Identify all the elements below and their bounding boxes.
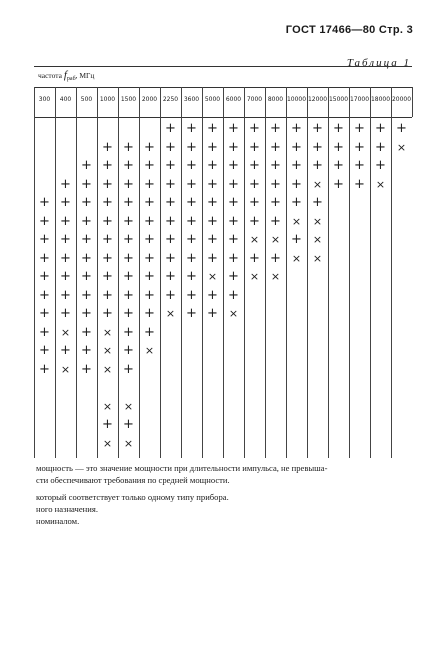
compatible-mark: + — [102, 158, 113, 173]
compatible-mark: + — [81, 232, 92, 247]
compatible-mark: + — [123, 306, 134, 321]
compatible-mark: + — [333, 121, 344, 136]
compatible-mark: + — [123, 195, 134, 210]
compatible-mark: + — [81, 195, 92, 210]
compatible-mark: + — [60, 195, 71, 210]
column-header: 6000 — [225, 96, 242, 103]
compatible-mark: + — [165, 121, 176, 136]
compatible-mark: + — [102, 417, 113, 432]
incompatible-mark: × — [312, 214, 323, 228]
compatible-mark: + — [123, 176, 134, 192]
compatible-mark: + — [123, 139, 134, 155]
compatible-mark: + — [144, 287, 155, 303]
column-rule — [328, 87, 329, 458]
incompatible-mark: × — [123, 399, 134, 413]
compatible-mark: + — [186, 195, 197, 210]
compatible-mark: + — [291, 158, 302, 173]
column-header: 500 — [80, 96, 93, 103]
incompatible-mark: × — [144, 344, 155, 357]
compatible-mark: + — [312, 158, 323, 173]
compatible-mark: + — [249, 121, 260, 136]
compatible-mark: + — [333, 176, 344, 192]
compatible-mark: + — [144, 176, 155, 192]
compatible-mark: + — [207, 195, 218, 210]
note-line-3: ного назначения. — [36, 504, 98, 514]
compatible-mark: + — [81, 324, 92, 340]
compatible-mark: + — [354, 139, 365, 155]
incompatible-mark: × — [312, 233, 323, 246]
compatible-mark: + — [144, 213, 155, 229]
compatible-mark: + — [60, 232, 71, 247]
column-header: 2000 — [141, 96, 158, 103]
compatible-mark: + — [144, 324, 155, 340]
column-rule — [97, 87, 98, 458]
compatible-mark: + — [228, 195, 239, 210]
incompatible-mark: × — [291, 251, 302, 265]
compatible-mark: + — [228, 213, 239, 229]
note-line-1b: сти обеспечивают требования по средней мощности. — [36, 475, 230, 485]
column-rule — [307, 87, 308, 458]
compatible-mark: + — [102, 287, 113, 303]
compatible-mark: + — [186, 269, 197, 284]
compatible-mark: + — [123, 343, 134, 358]
incompatible-mark: × — [375, 177, 386, 191]
column-rule — [118, 87, 119, 458]
column-rule — [265, 87, 266, 458]
compatible-mark: + — [354, 176, 365, 192]
compatible-mark: + — [123, 361, 134, 377]
compatible-mark: + — [291, 121, 302, 136]
frequency-symbol: f — [63, 69, 67, 81]
column-rule — [181, 87, 182, 458]
compatible-mark: + — [207, 139, 218, 155]
incompatible-mark: × — [228, 307, 239, 320]
compatible-mark: + — [186, 232, 197, 247]
column-rule — [349, 87, 350, 458]
table-rule — [34, 66, 412, 67]
column-header: 1000 — [99, 96, 116, 103]
compatible-mark: + — [249, 139, 260, 155]
incompatible-mark: × — [270, 270, 281, 283]
compatible-mark: + — [186, 306, 197, 321]
compatible-mark: + — [270, 250, 281, 266]
compatible-mark: + — [207, 232, 218, 247]
incompatible-mark: × — [123, 436, 134, 450]
column-header: 18000 — [370, 96, 391, 103]
compatible-mark: + — [144, 139, 155, 155]
incompatible-mark: × — [291, 214, 302, 228]
compatible-mark: + — [165, 250, 176, 266]
compatible-mark: + — [207, 158, 218, 173]
compatible-mark: + — [228, 269, 239, 284]
compatible-mark: + — [60, 287, 71, 303]
compatible-mark: + — [81, 306, 92, 321]
column-rule — [286, 87, 287, 458]
column-header: 5000 — [204, 96, 221, 103]
column-rule — [244, 87, 245, 458]
incompatible-mark: × — [102, 399, 113, 413]
incompatible-mark: × — [102, 325, 113, 339]
note-line-4: номиналом. — [36, 516, 80, 526]
incompatible-mark: × — [102, 436, 113, 450]
compatible-mark: + — [291, 139, 302, 155]
compatible-mark: + — [144, 232, 155, 247]
column-header: 300 — [38, 96, 51, 103]
compatible-mark: + — [123, 158, 134, 173]
incompatible-mark: × — [165, 307, 176, 320]
compatible-mark: + — [165, 287, 176, 303]
compatible-mark: + — [144, 158, 155, 173]
compatible-mark: + — [270, 139, 281, 155]
compatible-mark: + — [165, 139, 176, 155]
compatible-mark: + — [123, 417, 134, 432]
compatible-mark: + — [39, 343, 50, 358]
compatible-mark: + — [207, 306, 218, 321]
compatible-mark: + — [60, 306, 71, 321]
compatible-mark: + — [312, 121, 323, 136]
compatible-mark: + — [81, 250, 92, 266]
incompatible-mark: × — [102, 344, 113, 357]
column-rule — [76, 87, 77, 458]
note-line-2: который соответствует только одному типу прибора. — [36, 492, 229, 502]
compatible-mark: + — [291, 232, 302, 247]
column-header: 8000 — [267, 96, 284, 103]
compatible-mark: + — [165, 195, 176, 210]
compatible-mark: + — [144, 306, 155, 321]
compatible-mark: + — [39, 232, 50, 247]
column-rule — [55, 87, 56, 458]
compatible-mark: + — [39, 250, 50, 266]
compatible-mark: + — [165, 232, 176, 247]
compatible-mark: + — [123, 287, 134, 303]
column-header: 2250 — [162, 96, 179, 103]
incompatible-mark: × — [312, 251, 323, 265]
compatible-mark: + — [102, 250, 113, 266]
standard-number: ГОСТ 17466—80 Стр. 3 — [285, 24, 413, 36]
frequency-unit: , МГц — [75, 71, 95, 80]
compatible-mark: + — [228, 232, 239, 247]
compatible-mark: + — [186, 139, 197, 155]
compatible-mark: + — [249, 158, 260, 173]
compatible-mark: + — [60, 250, 71, 266]
compatible-mark: + — [186, 213, 197, 229]
incompatible-mark: × — [312, 177, 323, 191]
compatible-mark: + — [102, 176, 113, 192]
note-paragraph-1 — [36, 462, 416, 486]
compatible-mark: + — [39, 213, 50, 229]
compatible-mark: + — [39, 269, 50, 284]
compatible-mark: + — [375, 158, 386, 173]
compatible-mark: + — [249, 195, 260, 210]
compatible-mark: + — [270, 176, 281, 192]
incompatible-mark: × — [60, 325, 71, 339]
column-rule — [370, 87, 371, 458]
column-rule — [160, 87, 161, 458]
compatible-mark: + — [39, 306, 50, 321]
column-rule — [139, 87, 140, 458]
compatible-mark: + — [312, 195, 323, 210]
column-rule — [34, 87, 35, 458]
compatible-mark: + — [375, 139, 386, 155]
compatible-mark: + — [39, 324, 50, 340]
compatible-mark: + — [228, 176, 239, 192]
column-header: 15000 — [328, 96, 349, 103]
compatible-mark: + — [186, 176, 197, 192]
column-rule — [412, 87, 413, 117]
compatible-mark: + — [123, 269, 134, 284]
column-header: 400 — [59, 96, 72, 103]
compatible-mark: + — [165, 176, 176, 192]
compatible-mark: + — [186, 287, 197, 303]
compatible-mark: + — [249, 213, 260, 229]
note-line-1: мощность — это значение мощности при длительности импульса, не превыша- — [36, 463, 328, 473]
compatible-mark: + — [165, 158, 176, 173]
compatible-mark: + — [39, 195, 50, 210]
compatible-mark: + — [333, 139, 344, 155]
column-header: 20000 — [391, 96, 412, 103]
compatible-mark: + — [354, 121, 365, 136]
column-rule — [202, 87, 203, 458]
compatible-mark: + — [207, 176, 218, 192]
compatible-mark: + — [291, 176, 302, 192]
compatible-mark: + — [81, 361, 92, 377]
compatible-mark: + — [60, 343, 71, 358]
incompatible-mark: × — [207, 270, 218, 283]
compatible-mark: + — [81, 158, 92, 173]
column-header: 7000 — [246, 96, 263, 103]
compatible-mark: + — [81, 287, 92, 303]
incompatible-mark: × — [249, 270, 260, 283]
compatible-mark: + — [207, 121, 218, 136]
column-header: 12000 — [307, 96, 328, 103]
compatible-mark: + — [39, 287, 50, 303]
compatible-mark: + — [102, 195, 113, 210]
compatible-mark: + — [249, 176, 260, 192]
incompatible-mark: × — [270, 233, 281, 246]
incompatible-mark: × — [396, 140, 407, 154]
compatible-mark: + — [60, 269, 71, 284]
frequency-subscript: раб — [66, 76, 76, 82]
compatible-mark: + — [249, 250, 260, 266]
compatible-mark: + — [123, 213, 134, 229]
compatible-mark: + — [333, 158, 344, 173]
column-header: 10000 — [286, 96, 307, 103]
compatible-mark: + — [81, 176, 92, 192]
compatible-mark: + — [102, 213, 113, 229]
compatible-mark: + — [228, 121, 239, 136]
compatible-mark: + — [144, 269, 155, 284]
compatible-mark: + — [312, 139, 323, 155]
incompatible-mark: × — [102, 362, 113, 376]
incompatible-mark: × — [249, 233, 260, 246]
compatible-mark: + — [207, 287, 218, 303]
column-rule — [223, 87, 224, 458]
compatible-mark: + — [81, 343, 92, 358]
column-header: 1500 — [120, 96, 137, 103]
compatible-mark: + — [375, 121, 386, 136]
column-rule — [391, 87, 392, 458]
compatible-mark: + — [102, 306, 113, 321]
compatible-mark: + — [102, 232, 113, 247]
compatible-mark: + — [270, 195, 281, 210]
compatible-mark: + — [354, 158, 365, 173]
compatible-mark: + — [228, 139, 239, 155]
compatible-mark: + — [144, 195, 155, 210]
compatible-mark: + — [165, 213, 176, 229]
compatible-mark: + — [81, 269, 92, 284]
compatible-mark: + — [228, 158, 239, 173]
column-header: 3600 — [183, 96, 200, 103]
compatible-mark: + — [165, 269, 176, 284]
compatible-mark: + — [123, 324, 134, 340]
compatible-mark: + — [396, 121, 407, 136]
compatible-mark: + — [102, 139, 113, 155]
compatible-mark: + — [144, 250, 155, 266]
compatible-mark: + — [39, 361, 50, 377]
compatible-mark: + — [102, 269, 113, 284]
compatible-mark: + — [270, 121, 281, 136]
compatible-mark: + — [123, 232, 134, 247]
table-title: Таблица 1 — [346, 57, 411, 69]
compatible-mark: + — [186, 121, 197, 136]
compatible-mark: + — [186, 158, 197, 173]
compatible-mark: + — [270, 213, 281, 229]
compatible-mark: + — [60, 213, 71, 229]
compatible-mark: + — [207, 213, 218, 229]
column-header: 17000 — [349, 96, 370, 103]
compatible-mark: + — [123, 250, 134, 266]
compatible-mark: + — [207, 250, 218, 266]
compatible-mark: + — [60, 176, 71, 192]
compatible-mark: + — [291, 195, 302, 210]
compatible-mark: + — [228, 250, 239, 266]
compatible-mark: + — [81, 213, 92, 229]
incompatible-mark: × — [60, 362, 71, 376]
compatible-mark: + — [186, 250, 197, 266]
compatible-mark: + — [228, 287, 239, 303]
compatible-mark: + — [270, 158, 281, 173]
frequency-label-prefix: частота — [38, 71, 62, 80]
